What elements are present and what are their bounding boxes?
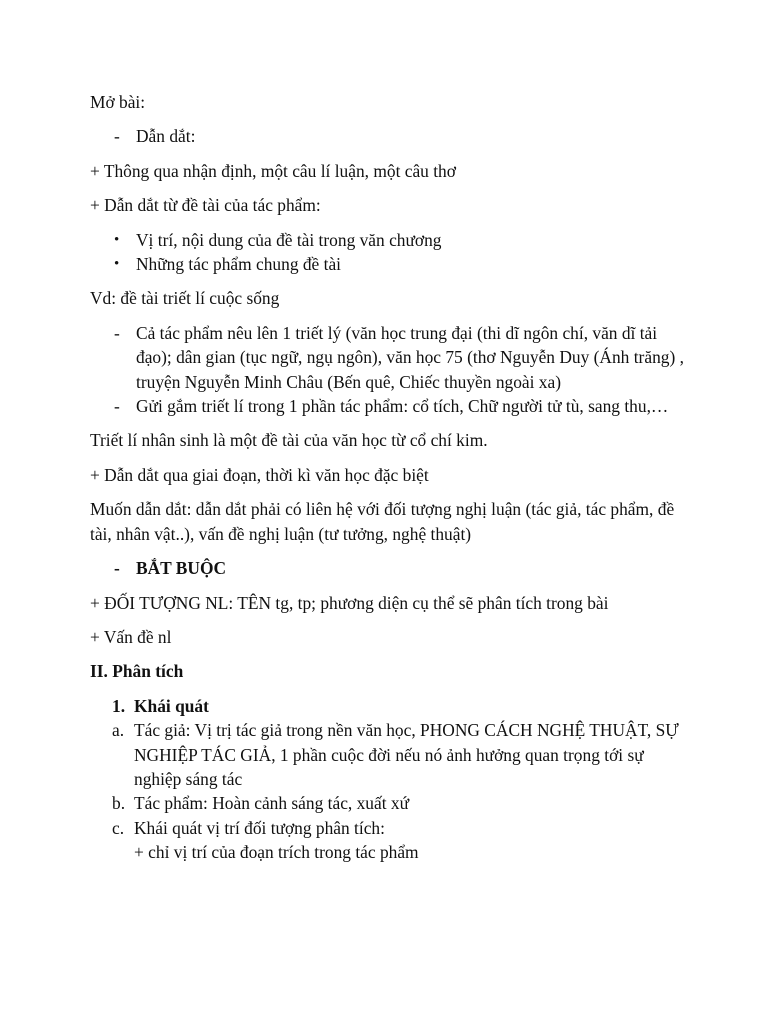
bullet-item <box>90 228 690 252</box>
lettered-text: Tác giả: Vị trị tác giả trong nền văn học, PHONG CÁCH NGHỆ THUẬT, SỰ NGHIỆP TÁC GIẢ, 1 phần cuộc đời nếu nó ảnh hưởng quan trọng tới sự nghiệp sáng tác <box>134 720 679 789</box>
lettered-text <box>134 816 690 865</box>
lettered-subline: + chỉ vị trí của đoạn trích trong tác phẩm <box>134 842 419 863</box>
line-van-de: + Vấn đề nl <box>90 626 172 647</box>
letter-marker: c. <box>112 817 125 838</box>
numbered-item-khai-quat <box>90 694 690 718</box>
dash-marker: - <box>114 322 120 343</box>
bullet-item <box>90 252 690 276</box>
dash-item-gui-gam <box>90 394 690 418</box>
dash-item-ca-tac-pham <box>90 321 690 394</box>
letter-marker: a. <box>112 720 125 741</box>
heading-phan-tich: II. Phân tích <box>90 661 184 682</box>
lettered-text-line: Khái quát vị trí đối tượng phân tích: <box>134 817 385 838</box>
number-marker: 1. <box>112 695 126 716</box>
dash-marker: - <box>114 126 120 147</box>
line-triet-li: Triết lí nhân sinh là một đề tài của văn học từ cổ chí kim. <box>90 430 488 451</box>
dash-marker: - <box>114 558 120 579</box>
dash-text: Dẫn dắt: <box>136 126 196 147</box>
line-doi-tuong: + ĐỐI TƯỢNG NL: TÊN tg, tp; phương diện cụ thể sẽ phân tích trong bài <box>90 592 609 613</box>
lettered-item-tac-pham <box>90 791 690 815</box>
dash-item-bat-buoc <box>90 556 690 580</box>
dash-marker: - <box>114 396 120 417</box>
lettered-text: Tác phẩm: Hoàn cảnh sáng tác, xuất xứ <box>134 793 410 814</box>
dash-text: Cả tác phẩm nêu lên 1 triết lý (văn học trung đại (thi dĩ ngôn chí, văn dĩ tải đạo); dân gian (tục ngữ, ngụ ngôn), văn học 75 (thơ Nguyễn Duy (Ánh trăng) , truyện Nguyễn Minh Châu (Bến quê, Chiếc thuyền ngoài xa) <box>136 322 684 392</box>
line-qua-giai-doan: + Dẫn dắt qua giai đoạn, thời kì văn học đặc biệt <box>90 464 429 485</box>
dash-text: Gửi gắm triết lí trong 1 phần tác phẩm: cổ tích, Chữ người tử tù, sang thu,… <box>136 396 669 417</box>
lettered-item-khai-quat-vi-tri <box>90 816 690 865</box>
bullet-marker: • <box>114 231 120 248</box>
numbered-text: Khái quát <box>134 695 209 716</box>
heading-mo-bai: Mở bài: <box>90 92 146 112</box>
document-page <box>90 90 690 865</box>
line-muon-dan-dat: Muốn dẫn dắt: dẫn dắt phải có liên hệ với đối tượng nghị luận (tác giả, tác phẩm, đề tài, nhân vật..), vấn đề nghị luận (tư tưởng, nghệ thuật) <box>90 499 675 544</box>
line-dan-dat-de-tai: + Dẫn dắt từ đề tài của tác phẩm: <box>90 195 321 216</box>
line-vd: Vd: đề tài triết lí cuộc sống <box>90 288 280 309</box>
bullet-text: Vị trí, nội dung của đề tài trong văn chương <box>136 229 442 250</box>
dash-item-dan-dat <box>90 124 690 148</box>
bullet-text: Những tác phẩm chung đề tài <box>136 254 342 275</box>
letter-marker: b. <box>112 793 126 814</box>
bullet-marker: • <box>114 256 120 273</box>
dash-text-bold: BẮT BUỘC <box>136 558 227 579</box>
lettered-item-tac-gia <box>90 718 690 791</box>
line-thong-qua: + Thông qua nhận định, một câu lí luận, một câu thơ <box>90 160 456 181</box>
